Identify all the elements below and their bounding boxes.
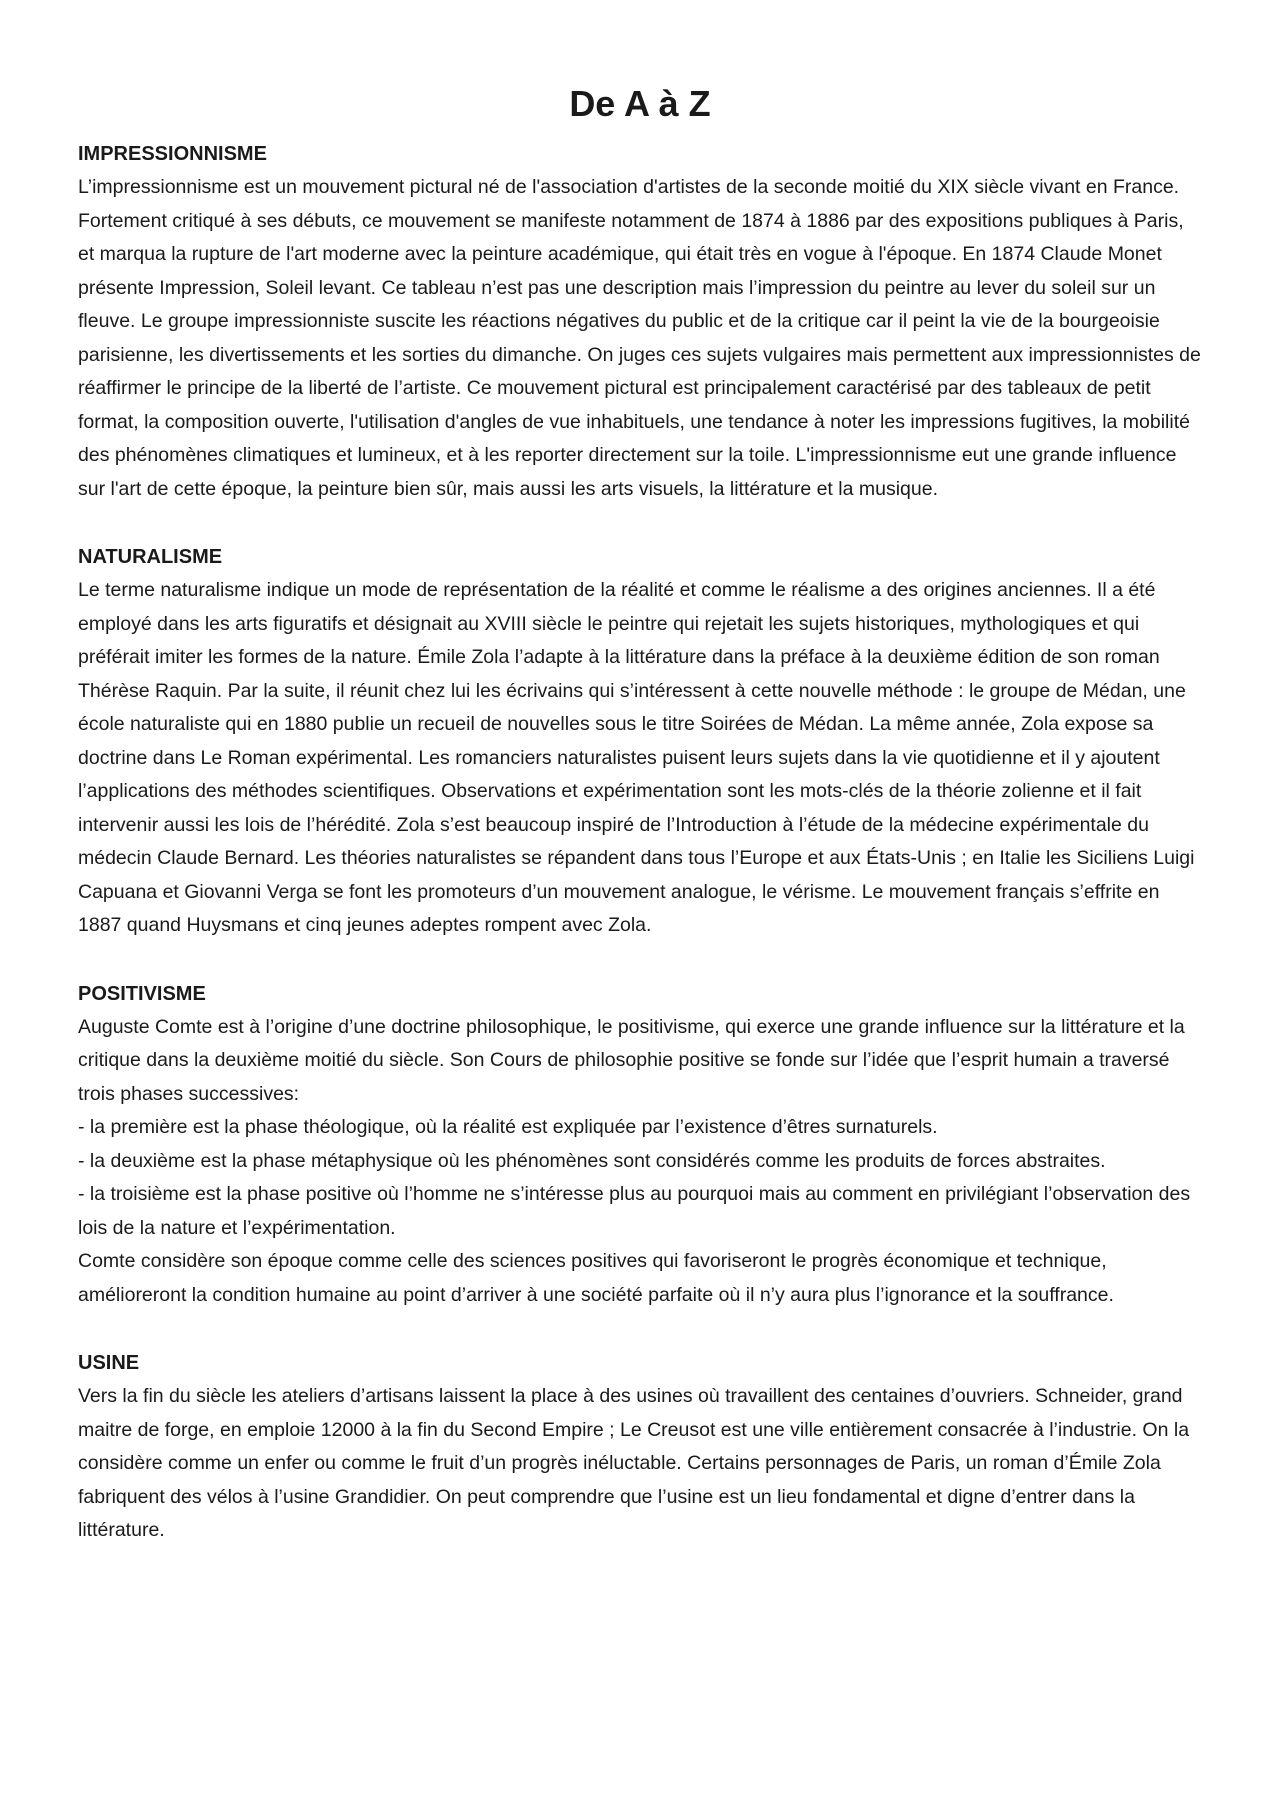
section-body [78, 171, 1202, 506]
paragraph: Auguste Comte est à l’origine d’une doctrine philosophique, le positivisme, qui exerce une grande influence sur la littérature et la critique dans la deuxième moitié du siècle. Son Cours de philosophie positive se fonde sur l’idée que l’esprit humain a traversé trois phases successives: [78, 1015, 1185, 1105]
paragraph: Comte considère son époque comme celle des sciences positives qui favoriseront le progrès économique et technique, amélioreront la condition humaine au point d’arriver à une société parfaite où il n’y aura plus l’ignorance et la souffrance. [78, 1250, 1114, 1306]
section-naturalisme [78, 541, 1202, 943]
section-impressionnisme [78, 138, 1202, 506]
section-body [78, 574, 1202, 943]
list-item: - la troisième est la phase positive où l’homme ne s’intéresse plus au pourquoi mais au comment en privilégiant l’observation des lois de la nature et l’expérimentation. [78, 1183, 1191, 1239]
section-heading: POSITIVISME [78, 982, 206, 1005]
section-body [78, 1380, 1202, 1548]
paragraph: Vers la fin du siècle les ateliers d’artisans laissent la place à des usines où travaillent des centaines d’ouvriers. Schneider, grand maitre de forge, en emploie 12000 à la fin du Second Empire ; Le Creusot est une ville entièrement consacrée à l’industrie. On la considère comme un enfer ou comme le fruit d’un progrès inéluctable. Certains personnages de Paris, un roman d’Émile Zola fabriquent des vélos à l’usine Grandidier. On peut comprendre que l’usine est un lieu fondamental et digne d’entrer dans la littérature. [78, 1385, 1190, 1541]
section-usine [78, 1347, 1202, 1548]
section-body [78, 1011, 1202, 1313]
document-title: De A à Z [569, 83, 711, 124]
list-item: - la première est la phase théologique, où la réalité est expliquée par l’existence d’êtres surnaturels. [78, 1116, 938, 1138]
paragraph: Le terme naturalisme indique un mode de représentation de la réalité et comme le réalisme a des origines anciennes. Il a été employé dans les arts figuratifs et désignait au XVIII siècle le peintre qui rejetait les sujets historiques, mythologiques et qui préférait imiter les formes de la nature. Émile Zola l’adapte à la littérature dans la préface à la deuxième édition de son roman Thérèse Raquin. Par la suite, il réunit chez lui les écrivains qui s’intéressent à cette nouvelle méthode : le groupe de Médan, une école naturaliste qui en 1880 publie un recueil de nouvelles sous le titre Soirées de Médan. La même année, Zola expose sa doctrine dans Le Roman expérimental. Les romanciers naturalistes puisent leurs sujets dans la vie quotidienne et il y ajoutent l’applications des méthodes scientifiques. Observations et expérimentation sont les mots-clés de la théorie zolienne et il fait intervenir aussi les lois de l’hérédité. Zola s’est beaucoup inspiré de l’Introduction à l’étude de la médecine expérimentale du médecin Claude Bernard. Les théories naturalistes se répandent dans tous l’Europe et aux États-Unis ; en Italie les Siciliens Luigi Capuana et Giovanni Verga se font les promoteurs d’un mouvement analogue, le vérisme. Le mouvement français s’effrite en 1887 quand Huysmans et cinq jeunes adeptes rompent avec Zola. [78, 579, 1195, 936]
section-heading: USINE [78, 1352, 140, 1374]
section-heading: IMPRESSIONNISME [78, 143, 267, 165]
list-item: - la deuxième est la phase métaphysique où les phénomènes sont considérés comme les produits de forces abstraites. [78, 1149, 1106, 1172]
paragraph: L’impressionnisme est un mouvement pictural né de l'association d'artistes de la seconde moitié du XIX siècle vivant en France. Fortement critiqué à ses débuts, ce mouvement se manifeste notamment de 1874 à 1886 par des expositions publiques à Paris, et marqua la rupture de l'art moderne avec la peinture académique, qui était très en vogue à l'époque. En 1874 Claude Monet présente Impression, Soleil levant. Ce tableau n’est pas une description mais l’impression du peintre au lever du soleil sur un fleuve. Le groupe impressionniste suscite les réactions négatives du public et de la critique car il peint la vie de la bourgeoisie parisienne, les divertissements et les sorties du dimanche. On juges ces sujets vulgaires mais permettent aux impressionnistes de réaffirmer le principe de la liberté de l’artiste. Ce mouvement pictural est principalement caractérisé par des tableaux de petit format, la composition ouverte, l'utilisation d'angles de vue inhabituels, une tendance à noter les impressions fugitives, la mobilité des phénomènes climatiques et lumineux, et à les reporter directement sur la toile. L'impressionnisme eut une grande influence sur l'art de cette époque, la peinture bien sûr, mais aussi les arts visuels, la littérature et la musique. [78, 176, 1201, 500]
section-heading: NATURALISME [78, 546, 223, 568]
section-positivisme [78, 978, 1202, 1313]
